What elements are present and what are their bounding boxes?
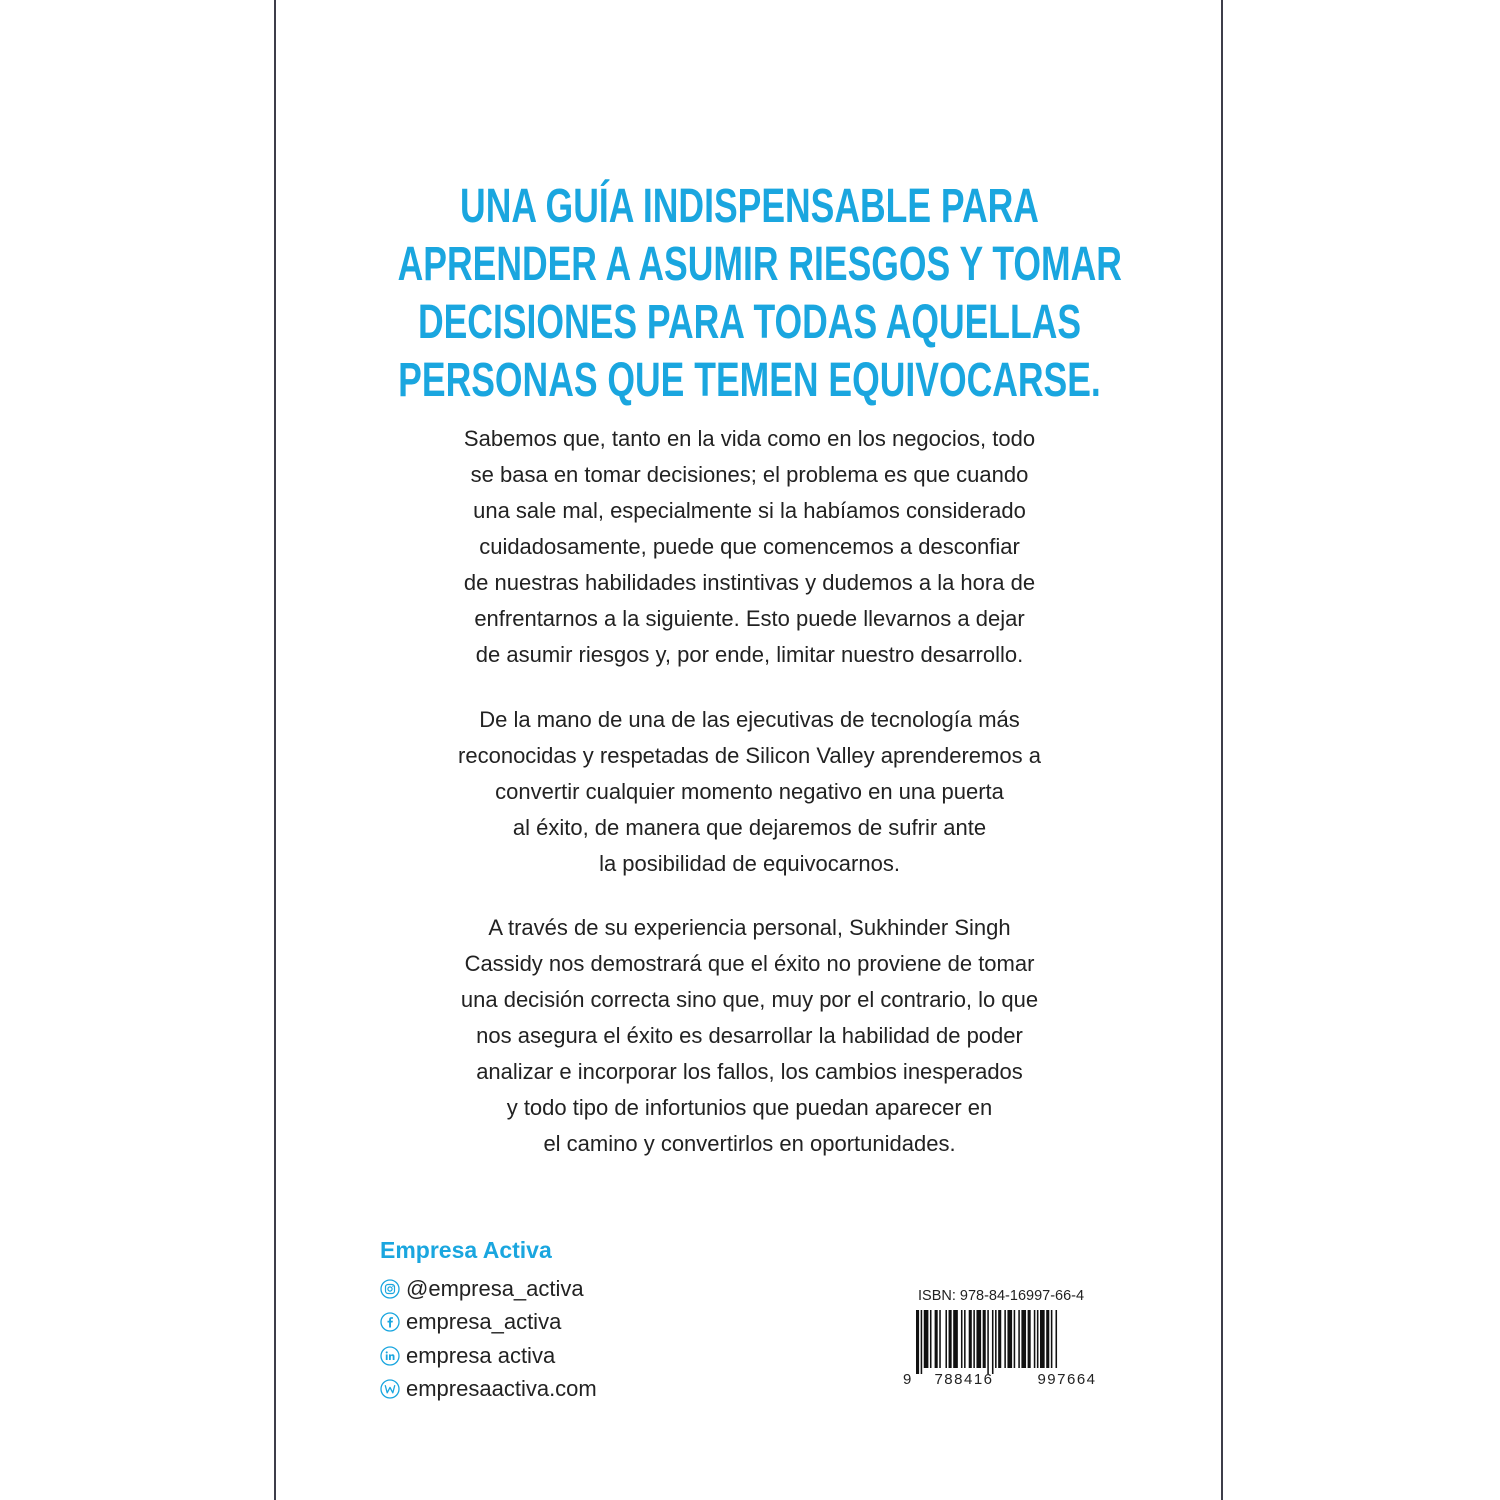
social-facebook[interactable] xyxy=(380,1306,597,1340)
barcode-bar xyxy=(969,1310,972,1368)
barcode-bar xyxy=(935,1310,938,1368)
headline xyxy=(397,178,1122,410)
barcode-bar xyxy=(987,1310,989,1374)
text-line: la posibilidad de equivocarnos. xyxy=(599,851,900,876)
synopsis-paragraph-3 xyxy=(274,910,1225,1162)
text-line: de nuestras habilidades instintivas y dudemos a la hora de xyxy=(463,570,1036,595)
barcode-bar xyxy=(1040,1310,1045,1368)
barcode-bar xyxy=(1021,1310,1026,1368)
barcode-bar xyxy=(939,1310,941,1368)
social-web[interactable] xyxy=(380,1373,597,1407)
barcode-bar xyxy=(930,1310,932,1368)
barcode-bar xyxy=(983,1310,986,1368)
text-line: Sabemos que, tanto en la vida como en los negocios, todo xyxy=(463,426,1036,451)
barcode-bar xyxy=(1028,1310,1031,1368)
headline-line: DECISIONES PARA TODAS AQUELLAS xyxy=(417,296,1082,349)
social-web-text: empresaactiva.com xyxy=(406,1376,597,1402)
web-icon xyxy=(380,1379,400,1399)
barcode-bar xyxy=(976,1310,981,1368)
barcode-bar xyxy=(921,1310,923,1374)
barcode xyxy=(903,1310,1118,1388)
text-line: convertir cualquier momento negativo en una puerta xyxy=(495,779,1004,804)
social-instagram-text: @empresa_activa xyxy=(406,1275,584,1301)
instagram-icon xyxy=(380,1279,400,1299)
barcode-bars xyxy=(916,1310,1057,1374)
barcode-bar xyxy=(1046,1310,1049,1368)
barcode-bar xyxy=(924,1310,929,1368)
publisher-name: Empresa Activa xyxy=(380,1237,552,1263)
social-linkedin[interactable] xyxy=(380,1339,597,1373)
barcode-bar xyxy=(964,1310,966,1368)
text-line: A través de su experiencia personal, Sukhinder Singh xyxy=(488,915,1011,940)
social-facebook-text: empresa_activa xyxy=(406,1309,562,1335)
social-instagram[interactable] xyxy=(380,1272,597,1306)
text-line: y todo tipo de infortunios que puedan aparecer en xyxy=(506,1095,993,1120)
barcode-bar xyxy=(945,1310,947,1368)
barcode-bar xyxy=(1051,1310,1053,1368)
text-line: cuidadosamente, puede que comencemos a desconfiar xyxy=(479,534,1020,559)
barcode-bar xyxy=(949,1310,952,1368)
barcode-bar xyxy=(1037,1310,1039,1368)
synopsis-paragraph-1 xyxy=(274,421,1225,673)
social-linkedin-text: empresa activa xyxy=(406,1342,556,1368)
text-line: Cassidy nos demostrará que el éxito no proviene de tomar xyxy=(464,951,1035,976)
text-line: al éxito, de manera que dejaremos de sufrir ante xyxy=(512,815,987,840)
headline-line: UNA GUÍA INDISPENSABLE PARA xyxy=(460,180,1039,233)
barcode-bar xyxy=(1056,1310,1058,1368)
text-line: de asumir riesgos y, por ende, limitar nuestro desarrollo. xyxy=(475,642,1024,667)
barcode-first-digit: 9 xyxy=(903,1371,912,1388)
barcode-bar xyxy=(961,1310,963,1368)
text-line: reconocidas y respetadas de Silicon Valley aprenderemos a xyxy=(458,743,1041,768)
synopsis-paragraph-2 xyxy=(274,702,1225,882)
barcode-bar xyxy=(973,1310,975,1368)
barcode-bar xyxy=(1004,1310,1006,1368)
barcode-bar xyxy=(995,1310,997,1368)
text-line: De la mano de una de las ejecutivas de tecnología más xyxy=(479,707,1020,732)
text-line: una decisión correcta sino que, muy por el contrario, lo que xyxy=(460,987,1039,1012)
headline-line: APRENDER A ASUMIR RIESGOS Y TOMAR xyxy=(397,238,1122,291)
text-line: una sale mal, especialmente si la habíamos considerado xyxy=(473,498,1026,523)
barcode-bar xyxy=(916,1310,919,1374)
text-line: analizar e incorporar los fallos, los cambios inesperados xyxy=(476,1059,1023,1084)
text-line: enfrentarnos a la siguiente. Esto puede llevarnos a dejar xyxy=(474,606,1025,631)
barcode-bar xyxy=(992,1310,994,1374)
isbn-label: ISBN: 978-84-16997-66-4 xyxy=(918,1288,1085,1304)
barcode-bar xyxy=(953,1310,958,1368)
barcode-bar xyxy=(1007,1310,1012,1368)
barcode-right-digits: 997664 xyxy=(1037,1371,1097,1388)
social-links xyxy=(380,1272,597,1406)
text-line: se basa en tomar decisiones; el problema es que cuando xyxy=(470,462,1029,487)
barcode-bar xyxy=(1018,1310,1020,1368)
barcode-bar xyxy=(1014,1310,1016,1368)
barcode-bar xyxy=(998,1310,1001,1368)
text-line: nos asegura el éxito es desarrollar la habilidad de poder xyxy=(476,1023,1023,1048)
text-line: el camino y convertirlos en oportunidades. xyxy=(543,1131,956,1156)
barcode-bar xyxy=(1034,1310,1036,1368)
barcode-left-digits: 788416 xyxy=(934,1371,994,1388)
headline-line: PERSONAS QUE TEMEN EQUIVOCARSE. xyxy=(398,354,1101,407)
linkedin-icon xyxy=(380,1346,400,1366)
facebook-icon xyxy=(380,1312,400,1332)
